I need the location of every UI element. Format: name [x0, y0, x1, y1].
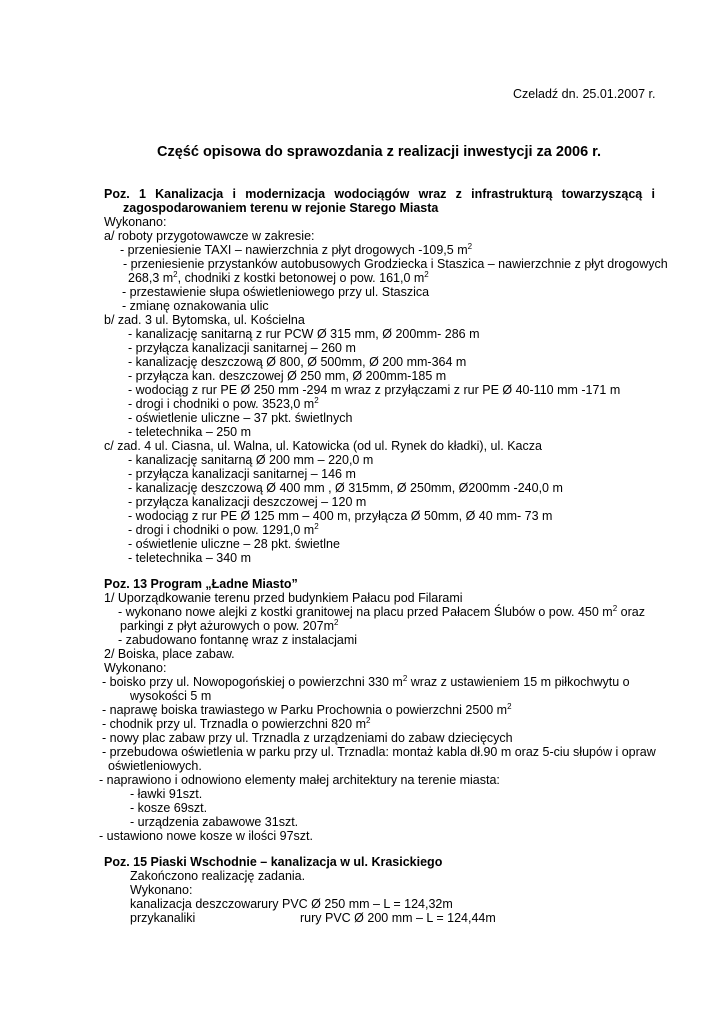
poz1-a-item: - przeniesienie TAXI – nawierzchnia z płyt drogowych -109,5 $m^2$ [120, 242, 473, 257]
poz1-b-label: b/ zad. 3 ul. Bytomska, ul. Kościelna [104, 313, 305, 327]
poz1-b-item: - kanalizację sanitarną z rur PCW Ø 315 mm, Ø 200mm- 286 m [128, 327, 480, 341]
poz1-a-item: - przestawienie słupa oświetleniowego przy ul. Staszica [122, 285, 430, 299]
poz13-p1-item-cont: parkingi z płyt ażurowych o pow. $207m^2$ [120, 618, 339, 633]
poz1-b-item: - przyłącza kanalizacji sanitarnej – 260 m [128, 341, 356, 355]
poz1-heading: Poz. 1 Kanalizacja i modernizacja wodociągów wraz z infrastrukturą towarzyszącą i [104, 187, 655, 201]
document-title: Część opisowa do sprawozdania z realizacji inwestycji za 2006 r. [157, 144, 602, 160]
poz1-heading-cont: zagospodarowaniem terenu w rejonie Starego Miasta [123, 201, 439, 215]
poz13-w-item: - boisko przy ul. Nowopogońskiej o powierzchni 330 $m^2$ wraz z ustawieniem 15 m piłkochwytu o [102, 674, 630, 689]
poz15-row-value: rury PVC Ø 250 mm – L = 124,32m [257, 897, 453, 911]
poz15-row-label: przykanaliki [130, 911, 196, 925]
poz13-w-item-cont: wysokości 5 m [130, 689, 212, 703]
poz1-b-item: - teletechnika – 250 m [128, 425, 251, 439]
poz1-a-item: - przeniesienie przystanków autobusowych Grodziecka i Staszica – nawierzchnie z płyt drogowych [123, 257, 668, 271]
poz1-c-label: c/ zad. 4 ul. Ciasna, ul. Walna, ul. Katowicka (od ul. Rynek do kładki), ul. Kacza [104, 439, 542, 453]
poz13-w-item-cont: oświetleniowych. [108, 759, 202, 773]
poz13-p2-label: 2/ Boiska, place zabaw. [104, 647, 235, 661]
poz1-b-item: - kanalizację deszczową Ø 800, Ø 500mm, Ø 200 mm-364 m [128, 355, 467, 369]
poz1-wykonano: Wykonano: [104, 215, 167, 229]
poz1-c-item: - kanalizację sanitarną Ø 200 mm – 220,0 m [128, 453, 374, 467]
poz1-a-item: - zmianę oznakowania ulic [122, 299, 269, 313]
poz13-heading: Poz. 13 Program „Ładne Miasto” [104, 577, 298, 591]
poz15-row-value: rury PVC Ø 200 mm – L = 124,44m [300, 911, 496, 925]
poz1-c-item: - przyłącza kanalizacji deszczowej – 120 m [128, 495, 367, 509]
poz1-b-item: - przyłącza kan. deszczowej Ø 250 mm, Ø 200mm-185 m [128, 369, 447, 383]
poz13-wykonano: Wykonano: [104, 661, 167, 675]
poz1-b-item: - drogi i chodniki o pow. 3523,0 $m^2$ [128, 396, 319, 411]
poz1-c-item: - wodociąg z rur PE Ø 125 mm – 400 m, przyłącza Ø 50mm, Ø 40 mm- 73 m [128, 509, 553, 523]
poz13-p1-item: - wykonano nowe alejki z kostki granitowej na placu przed Pałacem Ślubów o pow. 450 $m^2$ oraz [118, 604, 645, 619]
document-date: Czeladź dn. 25.01.2007 r. [513, 87, 656, 101]
poz13-w-subitem: - ławki 91szt. [130, 787, 203, 801]
poz1-c-item: - teletechnika – 340 m [128, 551, 251, 565]
poz1-c-item: - oświetlenie uliczne – 28 pkt. świetlne [128, 537, 340, 551]
poz15-heading: Poz. 15 Piaski Wschodnie – kanalizacja w ul. Krasickiego [104, 855, 443, 869]
poz13-w-item: - naprawę boiska trawiastego w Parku Prochownia o powierzchni 2500 $m^2$ [102, 702, 512, 717]
poz1-a-label: a/ roboty przygotowawcze w zakresie: [104, 229, 315, 243]
poz15-row-label: kanalizacja deszczowa [130, 897, 258, 911]
poz13-p1-label: 1/ Uporządkowanie terenu przed budynkiem Pałacu pod Filarami [104, 591, 463, 605]
poz1-c-item: - drogi i chodniki o pow. 1291,0 $m^2$ [128, 522, 319, 537]
poz1-b-item: - wodociąg z rur PE Ø 250 mm -294 m wraz z przyłączami z rur PE Ø 40-110 mm -171 m [128, 383, 621, 397]
poz13-w-subitem: - urządzenia zabawowe 31szt. [130, 815, 299, 829]
poz1-c-item: - przyłącza kanalizacji sanitarnej – 146 m [128, 467, 356, 481]
poz15-line: Zakończono realizację zadania. [130, 869, 306, 883]
poz13-w-item: - chodnik przy ul. Trznadla o powierzchni 820 $m^2$ [102, 716, 371, 731]
poz13-w-item: - ustawiono nowe kosze w ilości 97szt. [99, 829, 313, 843]
poz15-line: Wykonano: [130, 883, 193, 897]
poz13-p1-item: - zabudowano fontannę wraz z instalacjami [118, 633, 358, 647]
poz13-w-item: - naprawiono i odnowiono elementy małej architektury na terenie miasta: [99, 773, 500, 787]
poz13-w-subitem: - kosze 69szt. [130, 801, 208, 815]
poz1-b-item: - oświetlenie uliczne – 37 pkt. świetlnych [128, 411, 353, 425]
poz13-w-item: - nowy plac zabaw przy ul. Trznadla z urządzeniami do zabaw dziecięcych [102, 731, 513, 745]
poz13-w-item: - przebudowa oświetlenia w parku przy ul. Trznadla: montaż kabla dł.90 m oraz 5-ciu słupów i opraw [102, 745, 656, 759]
poz1-a-item-cont: 268,3 $m^2$, chodniki z kostki betonowej o pow. 161,0 $m^2$ [128, 270, 429, 285]
poz1-c-item: - kanalizację deszczową Ø 400 mm , Ø 315mm, Ø 250mm, Ø200mm -240,0 m [128, 481, 563, 495]
